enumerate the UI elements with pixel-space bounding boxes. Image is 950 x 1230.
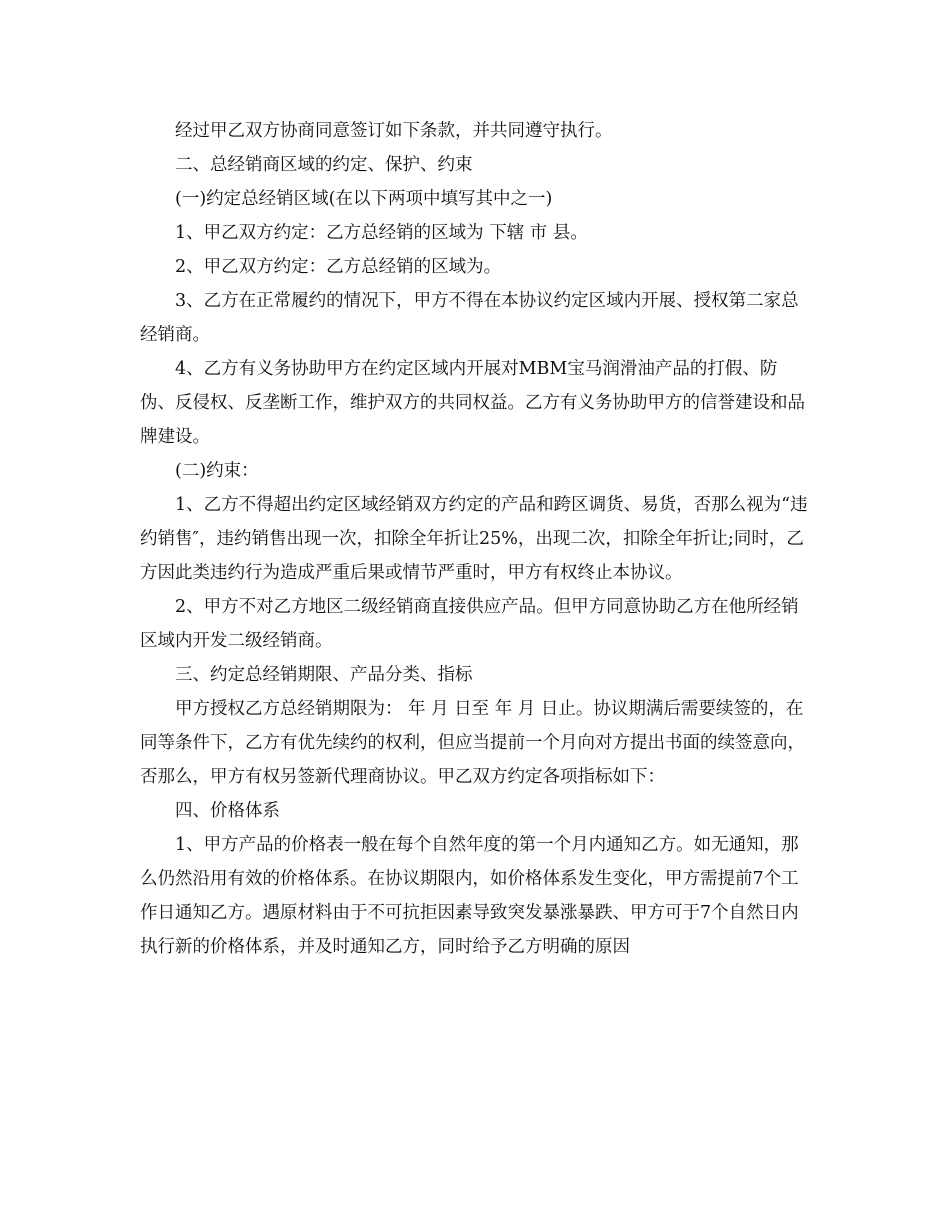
- clause-2-1-4: 4、乙方有义务协助甲方在约定区域内开展对MBM宝马润滑油产品的打假、防伪、反侵权、反垄断工作，维护双方的共同权益。乙方有义务协助甲方的信誉建设和品牌建设。: [140, 359, 805, 447]
- clause-2-1-2: 2、甲乙双方约定：乙方总经销的区域为。: [175, 257, 502, 277]
- subsection-heading-2-1: (一)约定总经销区域(在以下两项中填写其中之一): [175, 189, 553, 209]
- clause-2-2-2: 2、甲方不对乙方地区二级经销商直接供应产品。但甲方同意协助乙方在他所经销区域内开发二级经销商。: [140, 597, 799, 651]
- document-body: [140, 114, 812, 964]
- clause-2-1-1: 1、甲乙双方约定：乙方总经销的区域为 下辖 市 县。: [175, 223, 588, 243]
- section-heading-3: 三、约定总经销期限、产品分类、指标: [175, 665, 473, 685]
- clause-4-1: 1、甲方产品的价格表一般在每个自然年度的第一个月内通知乙方。如无通知，那么仍然沿用有效的价格体系。在协议期限内，如价格体系发生变化，甲方需提前7个工作日通知乙方。遇原材料由于不可抗拒因素导致突发暴涨暴跌、甲方可于7个自然日内执行新的价格体系，并及时通知乙方，同时给予乙方明确的原因: [140, 835, 799, 957]
- clause-2-2-1: 1、乙方不得超出约定区域经销双方约定的产品和跨区调货、易货，否那么视为“违约销售″，违约销售出现一次，扣除全年折让25%，出现二次，扣除全年折让;同时，乙方因此类违约行为造成严重后果或情节严重时，甲方有权终止本协议。: [140, 495, 808, 583]
- section-heading-2: 二、总经销商区域的约定、保护、约束: [175, 155, 473, 175]
- clause-2-1-3: 3、乙方在正常履约的情况下，甲方不得在本协议约定区域内开展、授权第二家总经销商。: [140, 291, 799, 345]
- subsection-heading-2-2: (二)约束：: [175, 461, 259, 481]
- section-heading-4: 四、价格体系: [175, 801, 280, 821]
- paragraph-intro: 经过甲乙双方协商同意签订如下条款，并共同遵守执行。: [175, 121, 613, 141]
- clause-3-term: 甲方授权乙方总经销期限为： 年 月 日至 年 月 日止。协议期满后需要续签的，在同等条件下，乙方有优先续约的权利，但应当提前一个月向对方提出书面的续签意向，否那么，甲方有权另签新代理商协议。甲乙双方约定各项指标如下：: [140, 699, 805, 787]
